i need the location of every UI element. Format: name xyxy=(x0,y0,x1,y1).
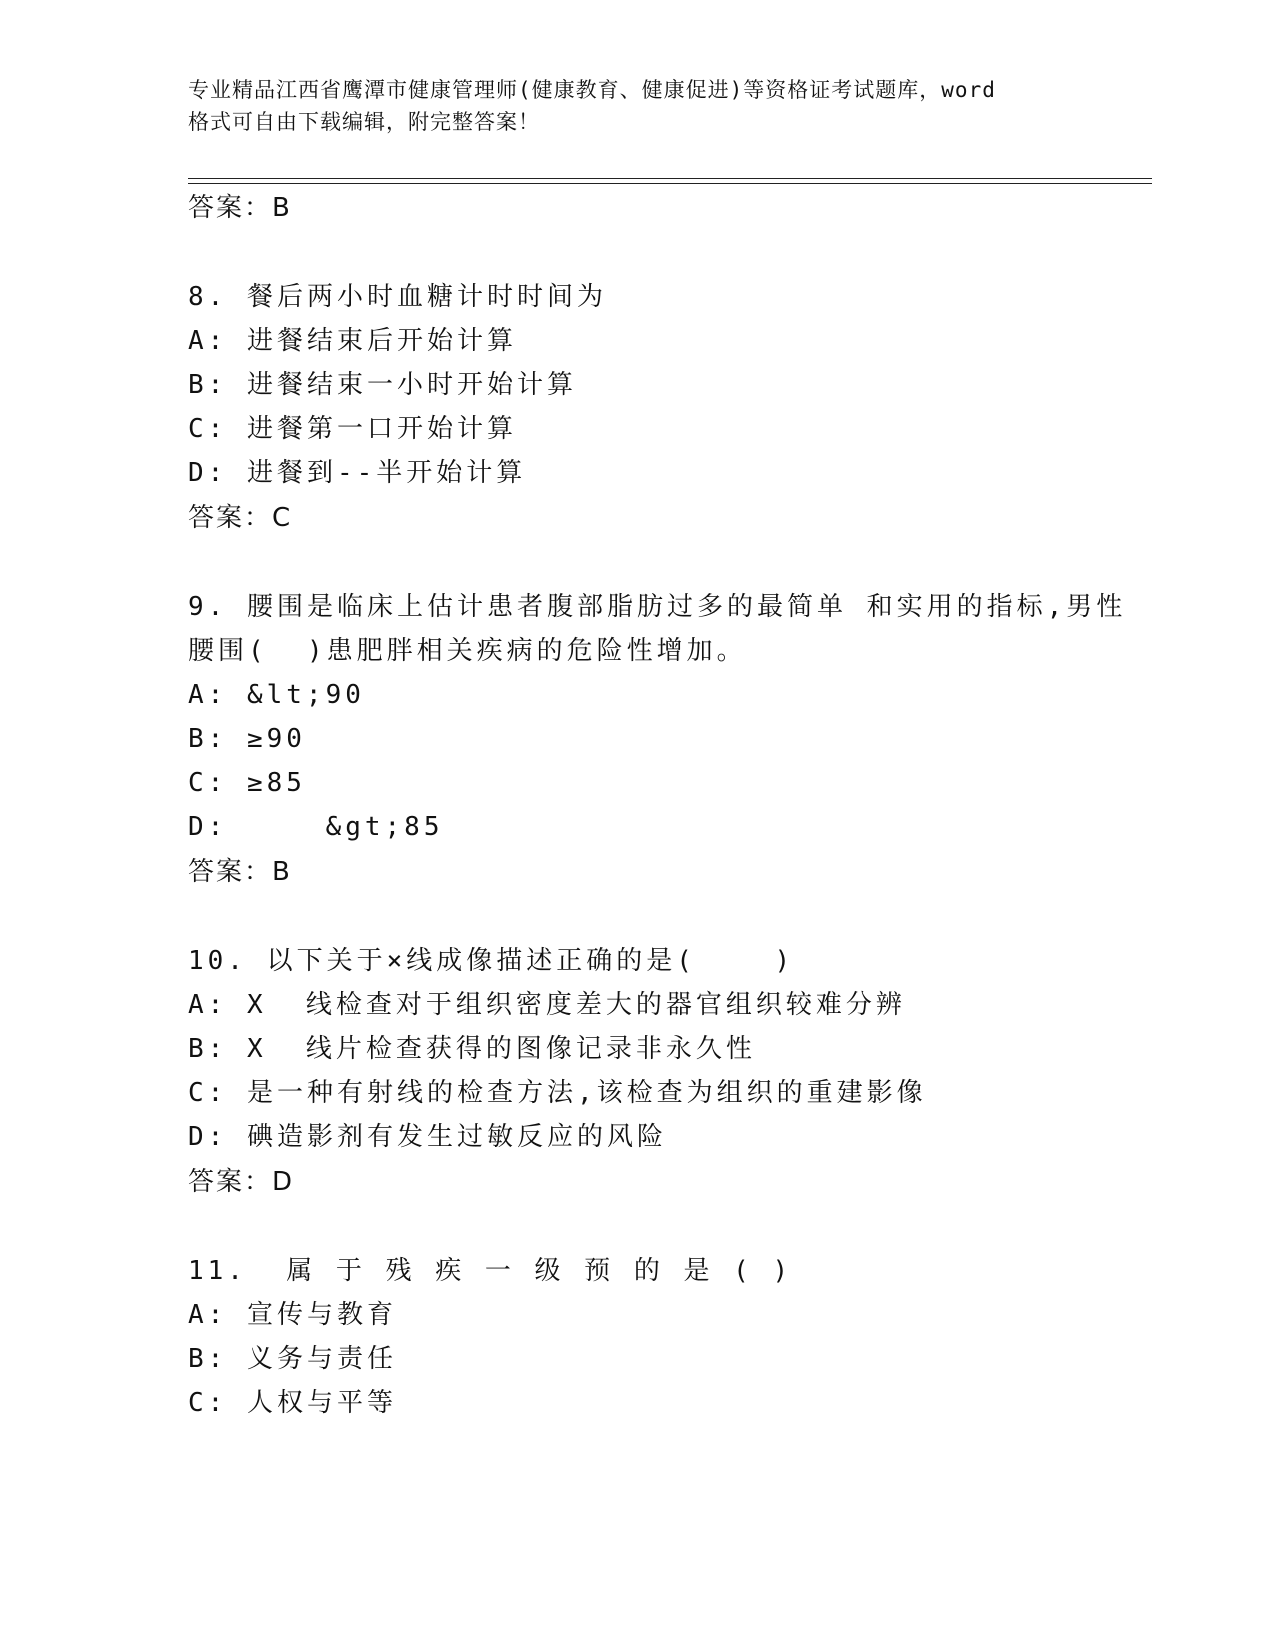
question-9-answer: 答案：B xyxy=(188,857,292,887)
document-header xyxy=(188,74,1088,138)
question-9-option-c: C: ≥85 xyxy=(188,768,306,798)
question-9-option-a: A: &lt;90 xyxy=(188,680,365,710)
header-line-1: 专业精品江西省鹰潭市健康管理师(健康教育、健康促进)等资格证考试题库，word xyxy=(188,78,996,102)
question-10-option-b: B: X 线片检查获得的图像记录非永久性 xyxy=(188,1034,756,1064)
question-8-option-c: C: 进餐第一口开始计算 xyxy=(188,414,517,444)
question-10-option-a: A: X 线检查对于组织密度差大的器官组织较难分辨 xyxy=(188,990,906,1020)
question-10-option-c: C: 是一种有射线的检查方法,该检查为组织的重建影像 xyxy=(188,1078,927,1108)
question-11-option-a: A: 宣传与教育 xyxy=(188,1300,397,1330)
question-10-stem: 10. 以下关于×线成像描述正确的是( ) xyxy=(188,946,795,976)
question-9-stem-line-1: 9. 腰围是临床上估计患者腹部脂肪过多的最简单 和实用的指标,男性 xyxy=(188,592,1127,622)
question-9-option-b: B: ≥90 xyxy=(188,724,306,754)
question-9-option-d: D: &gt;85 xyxy=(188,812,444,842)
question-8-option-b: B: 进餐结束一小时开始计算 xyxy=(188,370,577,400)
question-10-option-d: D: 碘造影剂有发生过敏反应的风险 xyxy=(188,1122,667,1152)
question-10-answer: 答案：D xyxy=(188,1167,295,1197)
header-line-2: 格式可自由下载编辑，附完整答案！ xyxy=(188,110,540,134)
question-8-stem: 8. 餐后两小时血糖计时时间为 xyxy=(188,282,607,312)
question-8-option-d: D: 进餐到--半开始计算 xyxy=(188,458,527,488)
previous-answer: 答案：B xyxy=(188,193,292,223)
question-11-option-c: C: 人权与平等 xyxy=(188,1388,397,1418)
header-rule-bottom xyxy=(188,183,1152,184)
question-8-answer: 答案：C xyxy=(188,503,293,533)
question-8-option-a: A: 进餐结束后开始计算 xyxy=(188,326,517,356)
question-11-stem: 11. 属 于 残 疾 一 级 预 的 是 ( ) xyxy=(188,1256,793,1286)
header-rule-top xyxy=(188,178,1152,179)
question-9-stem-line-2: 腰围( )患肥胖相关疾病的危险性增加。 xyxy=(188,636,747,666)
question-11-option-b: B: 义务与责任 xyxy=(188,1344,397,1374)
